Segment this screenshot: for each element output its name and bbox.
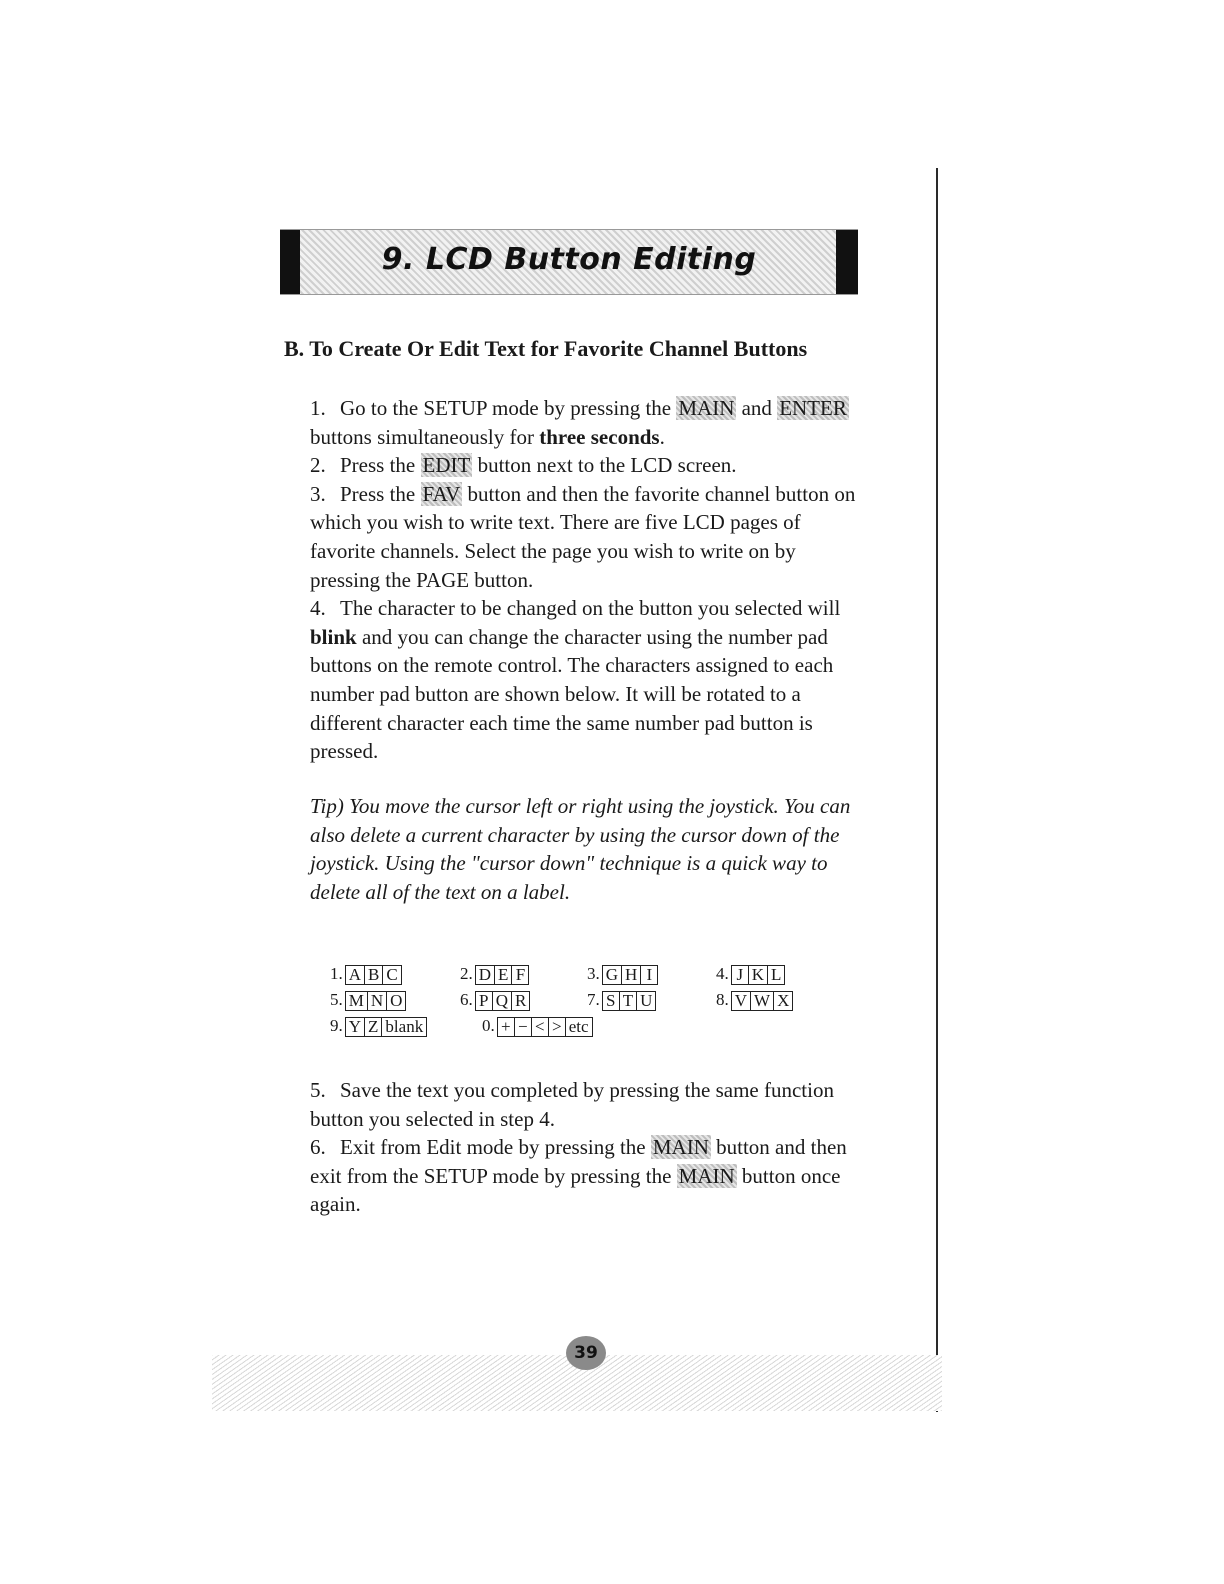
keymap-character: O [390,991,403,1011]
step-4: 4. The character to be changed on the button you selected will blink and you can change the character using the number pad buttons on the remote control. The characters assigned to each number pad button are shown below. It will be rotated to a different character each time the same number pad button is pressed. [310,596,841,764]
keymap-number: 6. [460,990,473,1009]
main-button-label: MAIN [678,396,735,420]
keymap-character-box [345,991,407,1011]
keymap-entry [460,990,530,1011]
keymap-character: J [732,966,749,984]
keymap-character-box [602,965,659,985]
keymap-character: F [515,965,526,985]
keymap-number: 7. [587,990,600,1009]
keymap-character: Y [346,1018,365,1036]
keymap-character: Z [365,1018,382,1036]
chapter-title: 9. LCD Button Editing [381,242,757,277]
enter-button-label: ENTER [779,396,847,420]
keymap-number: 0. [482,1016,495,1035]
keymap-character: I [646,965,653,985]
instruction-steps [310,394,870,766]
keymap-character-box [731,991,794,1011]
keymap-character: < [532,1018,549,1036]
page-number-badge: 39 [566,1336,606,1370]
keymap-character: M [346,992,368,1010]
keymap-entry [716,964,785,985]
step-3: 3. Press the FAV button and then the favorite channel button on which you wish to write text. There are five LCD pages of favorite channels. Select the page you wish to write on by pressing the PAGE button. [310,481,856,592]
keymap-character-box [602,991,657,1011]
keymap-character: P [476,992,493,1010]
keymap-character: D [476,966,495,984]
section-header-banner [280,229,858,295]
step-2: 2. Press the EDIT button next to the LCD screen. [310,453,737,478]
keymap-number: 3. [587,964,600,983]
main-button-label: MAIN [678,1163,735,1188]
keymap-character: A [346,966,365,984]
keymap-entry [330,1016,427,1037]
keymap-entry [587,964,658,985]
keymap-number: 8. [716,990,729,1009]
keymap-character: T [620,992,637,1010]
keymap-entry [587,990,656,1011]
keymap-character: > [549,1018,566,1036]
keymap-character: L [771,965,782,985]
keymap-entry [716,990,793,1011]
keymap-number: 5. [330,990,343,1009]
keymap-character: X [777,991,790,1011]
keymap-character: − [515,1018,532,1036]
step-1: 1. Go to the SETUP mode by pressing the MAIN and ENTER buttons simultaneously for three seconds. [310,396,847,449]
keymap-character: K [749,966,768,984]
fav-button-label: FAV [422,481,461,506]
keymap-character: W [751,992,774,1010]
step-5: 5. Save the text you completed by pressing the same function button you selected in step 4. [310,1078,834,1131]
page-edge-rule [936,168,938,1412]
keymap-entry [330,964,402,985]
keymap-character-box [475,991,531,1011]
keymap-character: U [640,991,653,1011]
keymap-character: H [622,966,641,984]
keymap-character: G [603,966,622,984]
keymap-character: blank [385,1017,424,1037]
keymap-number: 2. [460,964,473,983]
keymap-character-box [345,1017,427,1037]
keymap-character-box [731,965,786,985]
tip-note: Tip) You move the cursor left or right using the joystick. You can also delete a current character by using the cursor down of the joystick. Using the "cursor down" technique is a quick way to delete all of the text on a label. [310,794,851,904]
keymap-number: 9. [330,1016,343,1035]
keymap-character: + [498,1018,515,1036]
keymap-entry [460,964,529,985]
section-heading: B. To Create Or Edit Text for Favorite Channel Buttons [284,336,808,361]
keymap-character: Q [493,992,512,1010]
edit-button-label: EDIT [422,453,471,478]
keymap-character-box [497,1017,593,1037]
keymap-character: S [603,992,620,1010]
keymap-character: N [368,992,387,1010]
keymap-character-box [345,965,402,985]
keymap-number: 4. [716,964,729,983]
keymap-character: R [515,991,527,1011]
keymap-number: 1. [330,964,343,983]
keymap-character: E [495,966,512,984]
step-6: 6. Exit from Edit mode by pressing the MAIN button and then exit from the SETUP mode by pressing the MAIN button once again. [310,1135,847,1217]
main-button-label: MAIN [652,1135,709,1160]
keymap-character: C [386,965,398,985]
keymap-character: V [732,992,751,1010]
instruction-steps-continued [310,1076,870,1219]
keymap-character: B [365,966,383,984]
keymap-character: etc [568,1017,589,1037]
keymap-character-box [475,965,530,985]
keymap-entry [330,990,406,1011]
keymap-entry [482,1016,593,1037]
